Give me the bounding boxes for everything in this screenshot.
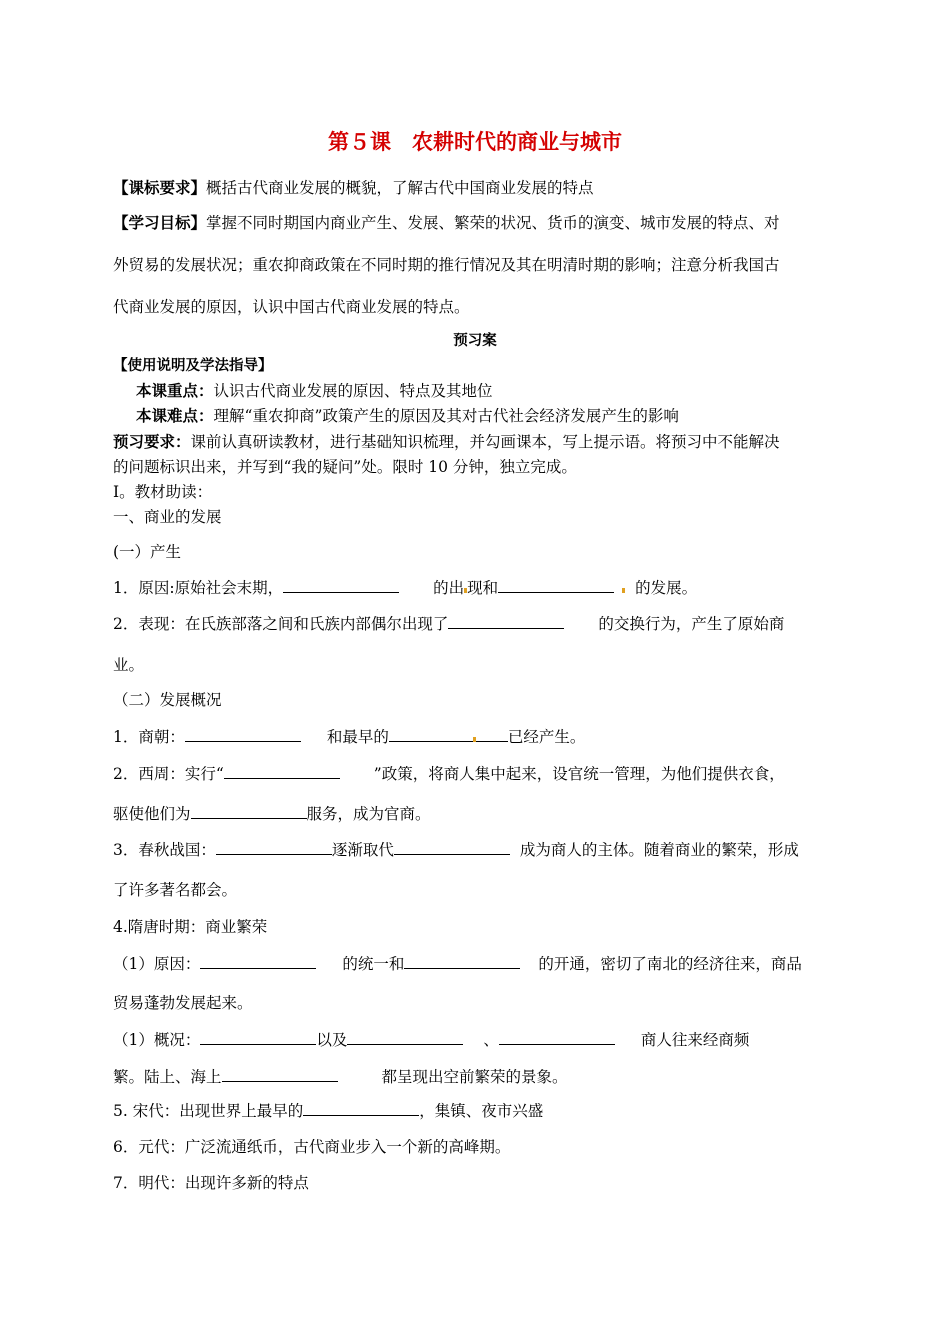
goal-text-1: 掌握不同时期国内商业产生、发展、繁荣的状况、货币的演变、城市发展的特点、对 [206,214,780,232]
requirement-line [113,178,594,198]
answer-blank[interactable] [191,804,307,819]
question-4-cont [113,804,431,824]
answer-blank[interactable] [389,727,473,742]
preview-label: 预习要求： [113,433,191,451]
question-6-overview [113,1030,749,1050]
answer-blank[interactable] [347,1030,463,1045]
question-7 [113,1101,543,1121]
answer-blank[interactable] [222,1067,338,1082]
marker-dot [622,588,625,593]
question-1 [113,578,697,598]
q7-text-a: 5. 宋代：出现世界上最早的 [113,1102,304,1120]
q1-text-c: 现和 [467,579,499,597]
question-2-cont: 业。 [113,656,145,674]
answer-blank[interactable] [498,578,614,593]
requirement-label: 【课标要求】 [113,179,207,197]
q1-text-d: 的发展。 [635,579,698,597]
difficult-point-label: 本课难点： [136,407,214,425]
question-4 [113,764,785,784]
goal-label: 【学习目标】 [113,214,207,232]
lesson-title: 第５课 农耕时代的商业与城市 [328,130,622,154]
answer-blank[interactable] [283,578,399,593]
question-8: 6．元代：广泛流通纸币，古代商业步入一个新的高峰期。 [113,1138,511,1156]
key-point-label: 本课重点： [136,382,214,400]
question-9: 7．明代：出现许多新的特点 [113,1174,309,1192]
q4-text-b: ”政策，将商人集中起来，设官统一管理，为他们提供衣食， [373,765,785,783]
question-6-overview-cont [113,1067,568,1087]
question-6: 4.隋唐时期：商业繁荣 [113,918,268,936]
question-6-reason [113,954,802,974]
q6a-text-c: 的开通，密切了南北的经济往来，商品 [538,955,802,973]
q5-text-c: 成为商人的主体。随着商业的繁荣，形成 [519,841,799,859]
q6b-text-a: （1）概况： [113,1031,201,1049]
section-heading: 预习案 [453,333,497,349]
answer-blank[interactable] [448,614,564,629]
q1-text-a: 1．原因:原始社会末期， [113,579,284,597]
difficult-point-text: 理解“重农抑商”政策产生的原因及其对古代社会经济发展产生的影响 [213,407,679,425]
answer-blank[interactable] [216,840,332,855]
answer-blank[interactable] [303,1101,419,1116]
answer-blank[interactable] [404,954,520,969]
section-1-heading: 一、商业的发展 [113,508,222,526]
q4-text-d: 服务，成为官商。 [306,805,431,823]
requirement-text: 概括古代商业发展的概貌，了解古代中国商业发展的特点 [206,179,594,197]
subsection-2-heading: （二）发展概况 [113,691,222,709]
goal-line-2: 外贸易的发展状况；重农抑商政策在不同时期的推行情况及其在明清时期的影响；注意分析我国古 [113,256,780,274]
preview-line-1 [113,432,780,452]
preview-line-2: 的问题标识出来，并写到“我的疑问”处。限时 10 分钟，独立完成。 [113,458,577,476]
q4-text-a: 2．西周：实行“ [113,765,224,783]
answer-blank[interactable] [200,954,316,969]
q5-text-b: 逐渐取代 [331,841,394,859]
q6a-text-a: （1）原因： [113,955,201,973]
difficult-point-line [136,406,679,426]
answer-blank[interactable] [394,840,510,855]
goal-line-3: 代商业发展的原因，认识中国古代商业发展的特点。 [113,298,470,316]
q5-text-a: 3．春秋战国： [113,841,216,859]
answer-blank[interactable] [224,764,340,779]
q6b-text-b: 以及 [316,1031,348,1049]
key-point-line [136,381,493,401]
question-3 [113,727,585,747]
answer-blank[interactable] [499,1030,615,1045]
question-6-reason-cont: 贸易蓬勃发展起来。 [113,994,253,1012]
answer-blank[interactable] [185,727,301,742]
q1-text-b: 的出 [433,579,465,597]
q6a-text-b: 的统一和 [342,955,405,973]
key-point-text: 认识古代商业发展的原因、特点及其地位 [213,382,493,400]
part-heading: Ⅰ。教材助读： [113,483,213,501]
q6b-text-d: 商人往来经商频 [640,1031,750,1049]
q2-text-b: 的交换行为，产生了原始商 [598,615,785,633]
q3-text-a: 1．商朝： [113,728,185,746]
goal-line-1 [113,213,780,233]
q6b-text-f: 都呈现出空前繁荣的景象。 [381,1068,568,1086]
question-5-cont: 了许多著名都会。 [113,881,238,899]
q7-text-b: ，集镇、夜市兴盛 [419,1102,544,1120]
preview-text-1: 课前认真研读教材，进行基础知识梳理，并勾画课本，写上提示语。将预习中不能解决 [190,433,780,451]
q4-text-c: 驱使他们为 [113,805,191,823]
q3-text-c: 已经产生。 [507,728,586,746]
q6b-text-c: 、 [483,1031,499,1049]
question-5 [113,840,799,860]
q2-text-a: 2．表现：在氏族部落之间和氏族内部偶尔出现了 [113,615,449,633]
answer-blank[interactable] [200,1030,316,1045]
question-2 [113,614,784,634]
q6b-text-e: 繁。陆上、海上 [113,1068,222,1086]
answer-blank[interactable] [476,727,508,742]
subsection-1-heading: (一）产生 [113,543,182,561]
q3-text-b: 和最早的 [326,728,389,746]
usage-heading: 【使用说明及学法指导】 [113,358,273,374]
